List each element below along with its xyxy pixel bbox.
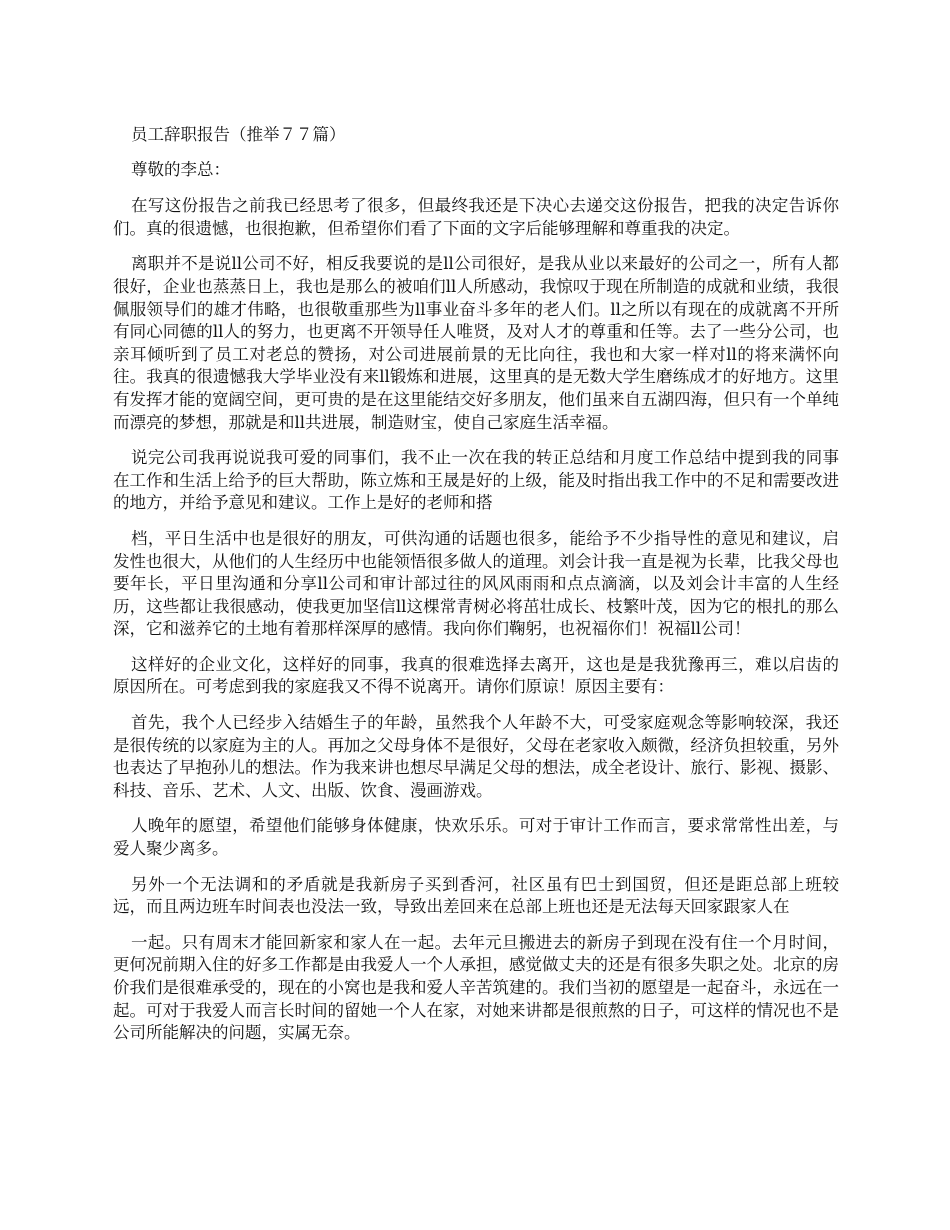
paragraph-reason-commute: 另外一个无法调和的矛盾就是我新房子买到香河，社区虽有巴士到国贸，但还是距总部上班较远，而且两边班车时间表也没法一致，导致出差回来在总部上班也还是无法每天回家跟家人在: [113, 874, 839, 917]
paragraph-reason-family: 首先，我个人已经步入结婚生子的年龄，虽然我个人年龄不大，可受家庭观念等影响较深，我还是很传统的以家庭为主的人。再加之父母身体不是很好，父母在老家收入颇微，经济负担较重，另外也表达了早抱孙儿的想法。作为我来讲也想尽早满足父母的想法，成全老设计、旅行、影视、摄影、科技、音乐、艺术、人文、出版、饮食、漫画游戏。: [113, 713, 839, 800]
paragraph-colleagues: 说完公司我再说说我可爱的同事们，我不止一次在我的转正总结和月度工作总结中提到我的同事在工作和生活上给予的巨大帮助，陈立炼和王晟是好的上级，能及时指出我工作中的不足和需要改进的地方，并给予意见和建议。工作上是好的老师和搭: [113, 448, 839, 513]
salutation: 尊敬的李总：: [131, 159, 230, 179]
paragraph-reason-family-continued: 人晚年的愿望，希望他们能够身体健康，快欢乐乐。可对于审计工作而言，要求常常性出差，与爱人聚少离多。: [113, 816, 839, 859]
paragraph-reason-commute-continued: 一起。只有周末才能回新家和家人在一起。去年元旦搬进去的新房子到现在没有住一个月时间，更何况前期入住的好多工作都是由我爱人一个人承担，感觉做丈夫的还是有很多失职之处。北京的房价我们是很难承受的，现在的小窝也是我和爱人辛苦筑建的。我们当初的愿望是一起奋斗，永远在一起。可对于我爱人而言长时间的留她一个人在家，对她来讲都是很煎熬的日子，可这样的情况也不是公司所能解决的问题，实属无奈。: [113, 932, 839, 1043]
paragraph-company-praise: 离职并不是说ll公司不好，相反我要说的是ll公司很好，是我从业以来最好的公司之一，所有人都很好，企业也蒸蒸日上，我也是那么的被咱们ll人所感动，我惊叹于现在所制造的成就和业绩，我很佩服领导们的雄才伟略，也很敬重那些为ll事业奋斗多年的老人们。ll之所以有现在的成就离不开所有同心同德的ll人的努力，也更离不开领导任人唯贤，及对人才的尊重和任等。去了一些分公司，也亲耳倾听到了员工对老总的赞扬，对公司进展前景的无比向往，我也和大家一样对ll的将来满怀向往。我真的很遗憾我大学毕业没有来ll锻炼和进展，这里真的是无数大学生磨练成才的好地方。这里有发挥才能的宽阔空间，更可贵的是在这里能结交好多朋友，他们虽来自五湖四海，但只有一个单纯而漂亮的梦想，那就是和ll共进展，制造财宝，使自己家庭生活幸福。: [113, 254, 839, 432]
paragraph-decision: 在写这份报告之前我已经思考了很多，但最终我还是下决心去递交这份报告，把我的决定告诉你们。真的很遗憾，也很抱歉，但希望你们看了下面的文字后能够理解和尊重我的决定。: [113, 196, 839, 238]
document-body: [113, 124, 839, 1058]
paragraph-reasons-intro: 这样好的企业文化，这样好的同事，我真的很难选择去离开，这也是是我犹豫再三，难以启齿的原因所在。可考虑到我的家庭我又不得不说离开。请你们原谅！原因主要有：: [113, 654, 839, 697]
document-title: 员工辞职报告（推举７７篇）: [131, 125, 346, 144]
paragraph-colleagues-continued: 档，平日生活中也是很好的朋友，可供沟通的话题也很多，能给予不少指导性的意见和建议，启发性也很大，从他们的人生经历中也能领悟很多做人的道理。刘会计我一直是视为长辈，比我父母也要年长，平日里沟通和分享ll公司和审计部过往的风风雨雨和点点滴滴，以及刘会计丰富的人生经历，这些都让我很感动，使我更加坚信ll这棵常青树必将茁壮成长、枝繁叶茂，因为它的根扎的那么深，它和滋养它的土地有着那样深厚的感情。我向你们鞠躬，也祝福你们！祝福ll公司！: [113, 528, 839, 639]
